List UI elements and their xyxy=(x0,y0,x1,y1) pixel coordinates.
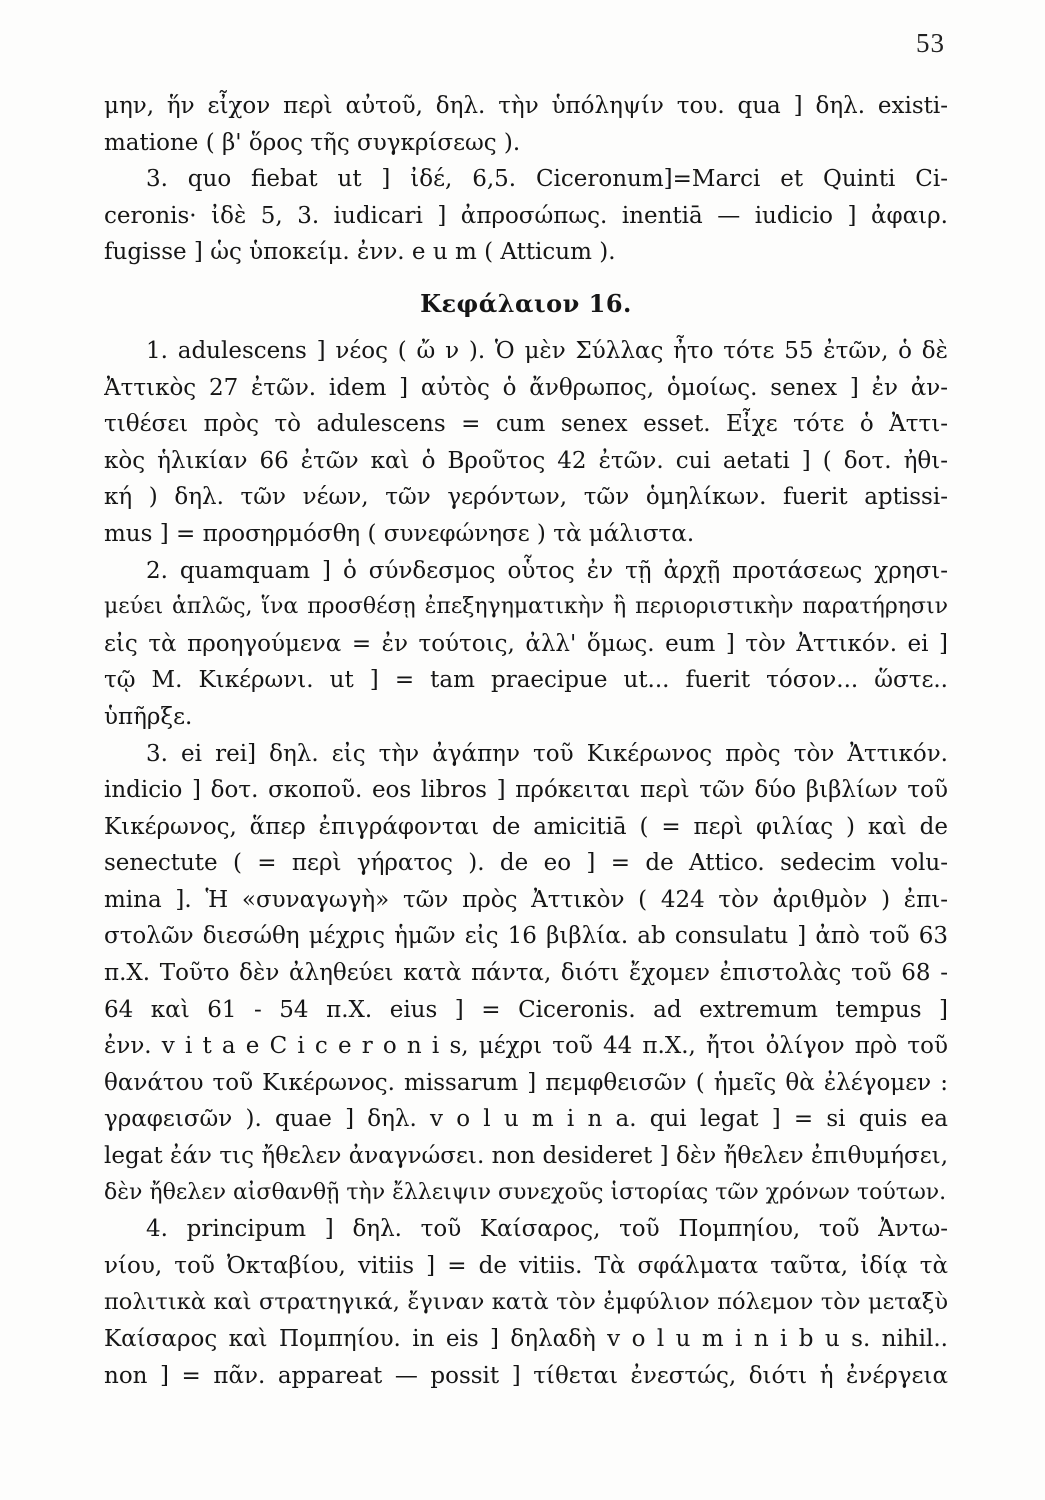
text-line: Κικέρωνος, ἅπερ ἐπιγράφονται de amicitiā ( = περὶ φιλίας ) καὶ de xyxy=(104,813,948,840)
text-line: π.Χ. Τοῦτο δὲν ἀληθεύει κατὰ πάντα, διότι ἔχομεν ἐπιστολὰς τοῦ 68 - xyxy=(104,960,948,987)
text-line: μεύει ἁπλῶς, ἵνα προσθέσῃ ἐπεξηγηματικὴν ἢ περιοριστικὴν παρατήρησιν xyxy=(104,594,948,620)
text-line: 3. ei rei] δηλ. εἰς τὴν ἀγάπην τοῦ Κικέρωνος πρὸς τὸν Ἀττικόν. xyxy=(146,740,948,767)
text-line: τιθέσει πρὸς τὸ adulescens = cum senex esset. Εἶχε τότε ὁ Ἀττι- xyxy=(104,411,948,438)
text-line: κὸς ἡλικίαν 66 ἐτῶν καὶ ὁ Βροῦτος 42 ἐτῶν. cui aetati ] ( δοτ. ἠθι- xyxy=(104,447,948,474)
text-line: Καίσαρος καὶ Πομπηίου. in eis ] δηλαδὴ v o l u m i n i b u s. nihil.. xyxy=(104,1326,948,1352)
text-line: εἰς τὰ προηγούμενα = ἐν τούτοις, ἀλλ' ὅμως. eum ] τὸν Ἀττικόν. ei ] xyxy=(104,630,948,657)
text-line: 1. adulescens ] νέος ( ὤ ν ). Ὁ μὲν Σύλλας ἦτο τότε 55 ἐτῶν, ὁ δὲ xyxy=(146,337,948,364)
text-line: Ἀττικὸς 27 ἐτῶν. idem ] αὐτὸς ὁ ἄνθρωπος, ὁμοίως. senex ] ἐν ἀν- xyxy=(104,374,948,401)
text-line: indicio ] δοτ. σκοποῦ. eos libros ] πρόκειται περὶ τῶν δύο βιβλίων τοῦ xyxy=(104,777,948,804)
page-number: 53 xyxy=(916,28,945,58)
text-line: στολῶν διεσώθη μέχρις ἡμῶν εἰς 16 βιβλία. ab consulatu ] ἀπὸ τοῦ 63 xyxy=(104,923,948,950)
paragraph-continuation xyxy=(104,88,948,271)
text-line: τῷ Μ. Κικέρωνι. ut ] = tam praecipue ut... fuerit τόσον... ὥστε.. xyxy=(104,667,948,694)
text-line: 64 καὶ 61 - 54 π.Χ. eius ] = Ciceronis. ad extremum tempus ] xyxy=(104,996,948,1023)
text-line: μην, ἥν εἶχον περὶ αὐτοῦ, δηλ. τὴν ὑπόληψίν του. qua ] δηλ. existi- xyxy=(104,93,948,119)
text-line: legat ἐάν τις ἤθελεν ἀναγνώσει. non desideret ] δὲν ἤθελεν ἐπιθυμήσει, xyxy=(104,1143,948,1170)
text-line: κή ) δηλ. τῶν νέων, τῶν γερόντων, τῶν ὁμηλίκων. fuerit aptissi- xyxy=(104,484,948,511)
text-line: matione ( β' ὅρος τῆς συγκρίσεως ). xyxy=(104,129,521,156)
text-line: mina ]. Ἡ «συναγωγὴ» τῶν πρὸς Ἀττικὸν ( 424 τὸν ἀριθμὸν ) ἐπι- xyxy=(104,886,948,913)
text-line: 2. quamquam ] ὁ σύνδεσμος οὗτος ἐν τῇ ἀρχῇ προτάσεως χρησι- xyxy=(146,557,948,584)
text-line: 4. principum ] δηλ. τοῦ Καίσαρος, τοῦ Πομπηίου, τοῦ Ἀντω- xyxy=(146,1216,948,1243)
text-line: πολιτικὰ καὶ στρατηγικά, ἔγιναν κατὰ τὸν ἐμφύλιον πόλεμον τὸν μεταξὺ xyxy=(104,1289,948,1316)
text-line: 3. quo fiebat ut ] ἰδέ, 6,5. Ciceronum]=Marci et Quinti Ci- xyxy=(146,166,948,193)
chapter-commentary xyxy=(104,333,948,1394)
text-line: νίου, τοῦ Ὀκταβίου, vitiis ] = de vitiis. Τὰ σφάλματα ταῦτα, ἰδίᾳ τὰ xyxy=(104,1252,948,1279)
text-line: ὑπῆρξε. xyxy=(104,703,193,730)
text-line: ceronis· ἰδὲ 5, 3. iudicari ] ἀπροσώπως. inentiā — iudicio ] ἀφαιρ. xyxy=(104,202,948,229)
text-line: ἐνν. v i t a e C i c e r o n i s, μέχρι τοῦ 44 π.Χ., ἤτοι ὀλίγον πρὸ τοῦ xyxy=(104,1033,948,1060)
text-line: non ] = πᾶν. appareat — possit ] τίθεται ἐνεστώς, διότι ἡ ἐνέργεια xyxy=(104,1362,948,1389)
text-line: θανάτου τοῦ Κικέρωνος. missarum ] πεμφθεισῶν ( ἡμεῖς θὰ ἐλέγομεν : xyxy=(104,1069,948,1096)
text-line: fugisse ] ὡς ὑποκείμ. ἐνν. e u m ( Atticum ). xyxy=(104,239,616,266)
chapter-heading: Κεφάλαιον 16. xyxy=(420,288,632,318)
text-line: δὲν ἤθελεν αἰσθανθῇ τὴν ἔλλειψιν συνεχοῦς ἱστορίας τῶν χρόνων τούτων. xyxy=(104,1179,947,1205)
text-line: senectute ( = περὶ γήρατος ). de eo ] = de Attico. sedecim volu- xyxy=(104,850,948,877)
commentary-text xyxy=(104,88,948,1394)
text-line: γραφεισῶν ). quae ] δηλ. v o l u m i n a. qui legat ] = si quis ea xyxy=(104,1106,948,1133)
text-line: mus ] = προσηρμόσθη ( συνεφώνησε ) τὰ μάλιστα. xyxy=(104,520,695,547)
